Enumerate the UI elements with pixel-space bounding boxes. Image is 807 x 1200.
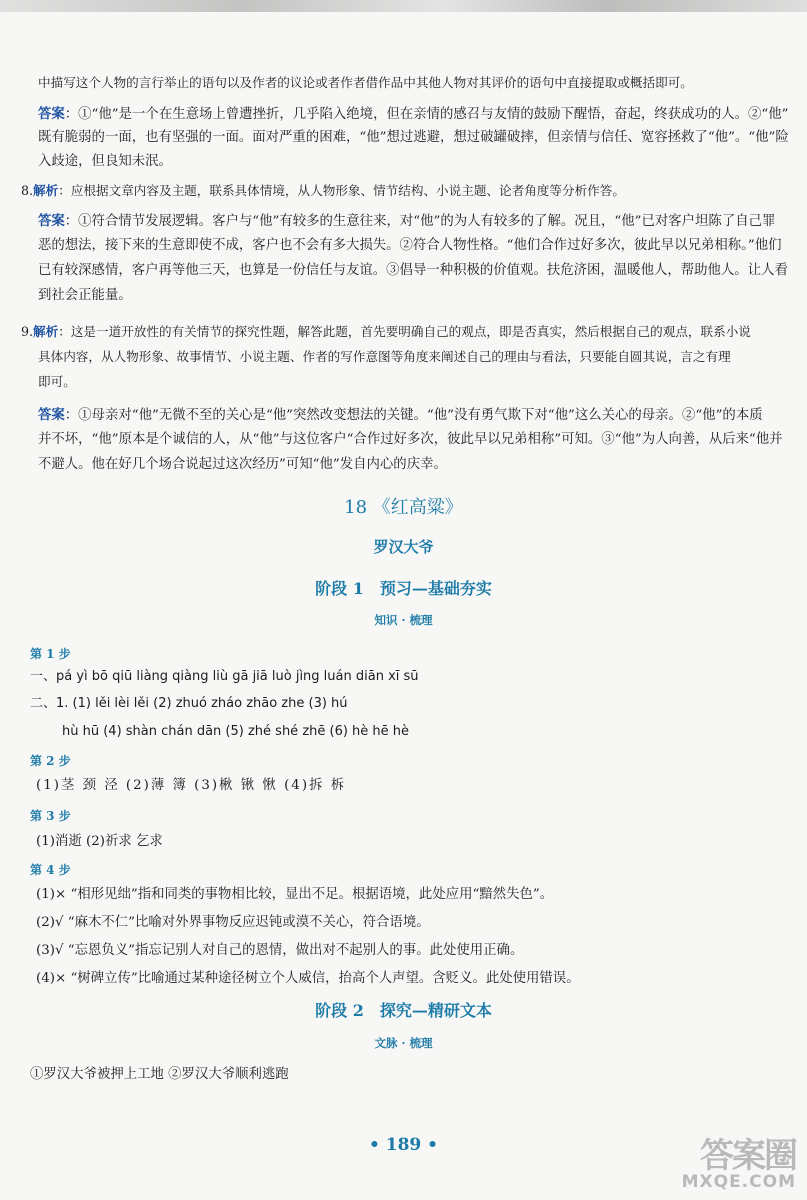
text-line: 不避人。他在好几个场合说起过这次经历”可知“他”发自内心的庆幸。 <box>38 457 447 472</box>
step-label: 第 2 步 <box>30 754 71 768</box>
answer-paragraph <box>38 211 775 232</box>
question-number: 8. <box>21 183 34 198</box>
text-line: 并不坏，“他”原本是个诚信的人，从“他”与这位客户“合作过好多次，彼此早以兄弟相称”可知。③“他”为人向善，从后来“他并 <box>38 432 783 447</box>
answer-label: 答案 <box>38 407 65 423</box>
lesson-subtitle: 罗汉大爷 <box>373 538 434 556</box>
text-line: (1)茎 颈 泾 (2)薄 簿 (3)楸 锹 愀 (4)拆 柝 <box>36 778 347 793</box>
analysis-label: 解析 <box>33 183 59 198</box>
watermark-url: MXQE.COM <box>681 1172 796 1192</box>
text-line: 中描写这个人物的言行举止的语句以及作者的议论或者作者借作品中其他人物对其评价的语句中直接提取或概括即可。 <box>38 75 693 90</box>
analysis-paragraph <box>21 181 625 201</box>
answer-label: 答案 <box>38 106 65 122</box>
text-line: 既有脆弱的一面，也有坚强的一面。面对严重的困难，“他”想过逃避，想过破罐破摔，但亲情与信任、宽容拯救了“他”。“他”险 <box>38 130 789 145</box>
watermark-text: 答案圈 <box>700 1136 796 1176</box>
stage-heading: 阶段 1 预习—基础夯实 <box>315 579 492 598</box>
stage-subheading: 文脉 · 梳理 <box>374 1036 433 1050</box>
text-line: ①罗汉大爷被押上工地 ②罗汉大爷顺利逃跑 <box>30 1067 289 1082</box>
text-line: 恶的想法，接下来的生意即使不成，客户也不会有多大损失。②符合人物性格。“他们合作过好多次，彼此早以兄弟相称。”他们 <box>38 238 782 253</box>
text-line: 已有较深感情，客户再等他三天，也算是一份信任与友谊。③倡导一种积极的价值观。扶危济困，温暖他人，帮助他人。让人看 <box>38 263 788 278</box>
step-label: 第 1 步 <box>30 647 71 661</box>
text-line: ：这是一道开放性的有关情节的探究性题，解答此题，首先要明确自己的观点，即是否真实，然后根据自己的观点，联系小说 <box>58 324 751 339</box>
text-line: ：①母亲对“他”无微不至的关心是“他”突然改变想法的关键。“他”没有勇气欺下对“他”这么关心的母亲。②“他”的本质 <box>64 408 763 423</box>
stage-subheading: 知识 · 梳理 <box>374 613 433 627</box>
text-line: (4)× “树碑立传”比喻通过某种途径树立个人威信，抬高个人声望。含贬义。此处使用错误。 <box>36 971 580 986</box>
text-line: 即可。 <box>38 374 76 389</box>
lesson-title: 18 《红高粱》 <box>344 497 463 518</box>
text-line: ：①符合情节发展逻辑。客户与“他”有较多的生意往来，对“他”的为人有较多的了解。况且，“他”已对客户坦陈了自己罪 <box>64 214 776 229</box>
text-line: (2)√ “麻木不仁”比喻对外界事物反应迟钝或漠不关心，符合语境。 <box>36 915 430 930</box>
text-line: ：①“他”是一个在生意场上曾遭挫折，几乎陷入绝境，但在亲情的感召与友情的鼓励下醒悟，奋起，终获成功的人。②“他” <box>64 107 789 122</box>
text-line: 入歧途，但良知未泯。 <box>38 154 172 169</box>
text-line: (3)√ “忘恩负义”指忘记别人对自己的恩情，做出对不起别人的事。此处使用正确。 <box>36 943 524 958</box>
analysis-label: 解析 <box>33 324 59 339</box>
text-line: 具体内容，从人物形象、故事情节、小说主题、作者的写作意图等角度来阐述自己的理由与看法，只要能自圆其说，言之有理 <box>38 349 731 364</box>
stage-heading: 阶段 2 探究—精研文本 <box>315 1001 492 1020</box>
step-label: 第 4 步 <box>30 863 71 877</box>
answer-paragraph <box>38 405 763 426</box>
pinyin-line: 二、1. (1) lěi lèi lěi (2) zhuó zháo zhāo zhe (3) hú <box>30 696 348 711</box>
scan-edge-shadow <box>0 0 807 12</box>
analysis-paragraph <box>21 322 751 342</box>
text-line: 到社会正能量。 <box>38 288 132 303</box>
answer-paragraph <box>38 104 788 125</box>
watermark-logo <box>678 1128 798 1194</box>
pinyin-line: 一、pá yì bō qiū liàng qiàng liù gā jiā luò jìng luán diān xī sū <box>30 669 419 684</box>
text-line: ：应根据文章内容及主题，联系具体情境，从人物形象、情节结构、小说主题、论者角度等分析作答。 <box>58 183 625 198</box>
pinyin-line: hù hū (4) shàn chán dān (5) zhé shé zhē (6) hè hē hè <box>62 724 410 739</box>
question-number: 9. <box>21 324 34 339</box>
text-line: (1)消逝 (2)祈求 乞求 <box>36 834 163 849</box>
answer-label: 答案 <box>38 213 65 229</box>
text-line: (1)× “相形见绌”指和同类的事物相比较，显出不足。根据语境，此处应用“黯然失色”。 <box>36 887 554 902</box>
page-number: • 189 • <box>368 1135 439 1155</box>
step-label: 第 3 步 <box>30 809 71 823</box>
